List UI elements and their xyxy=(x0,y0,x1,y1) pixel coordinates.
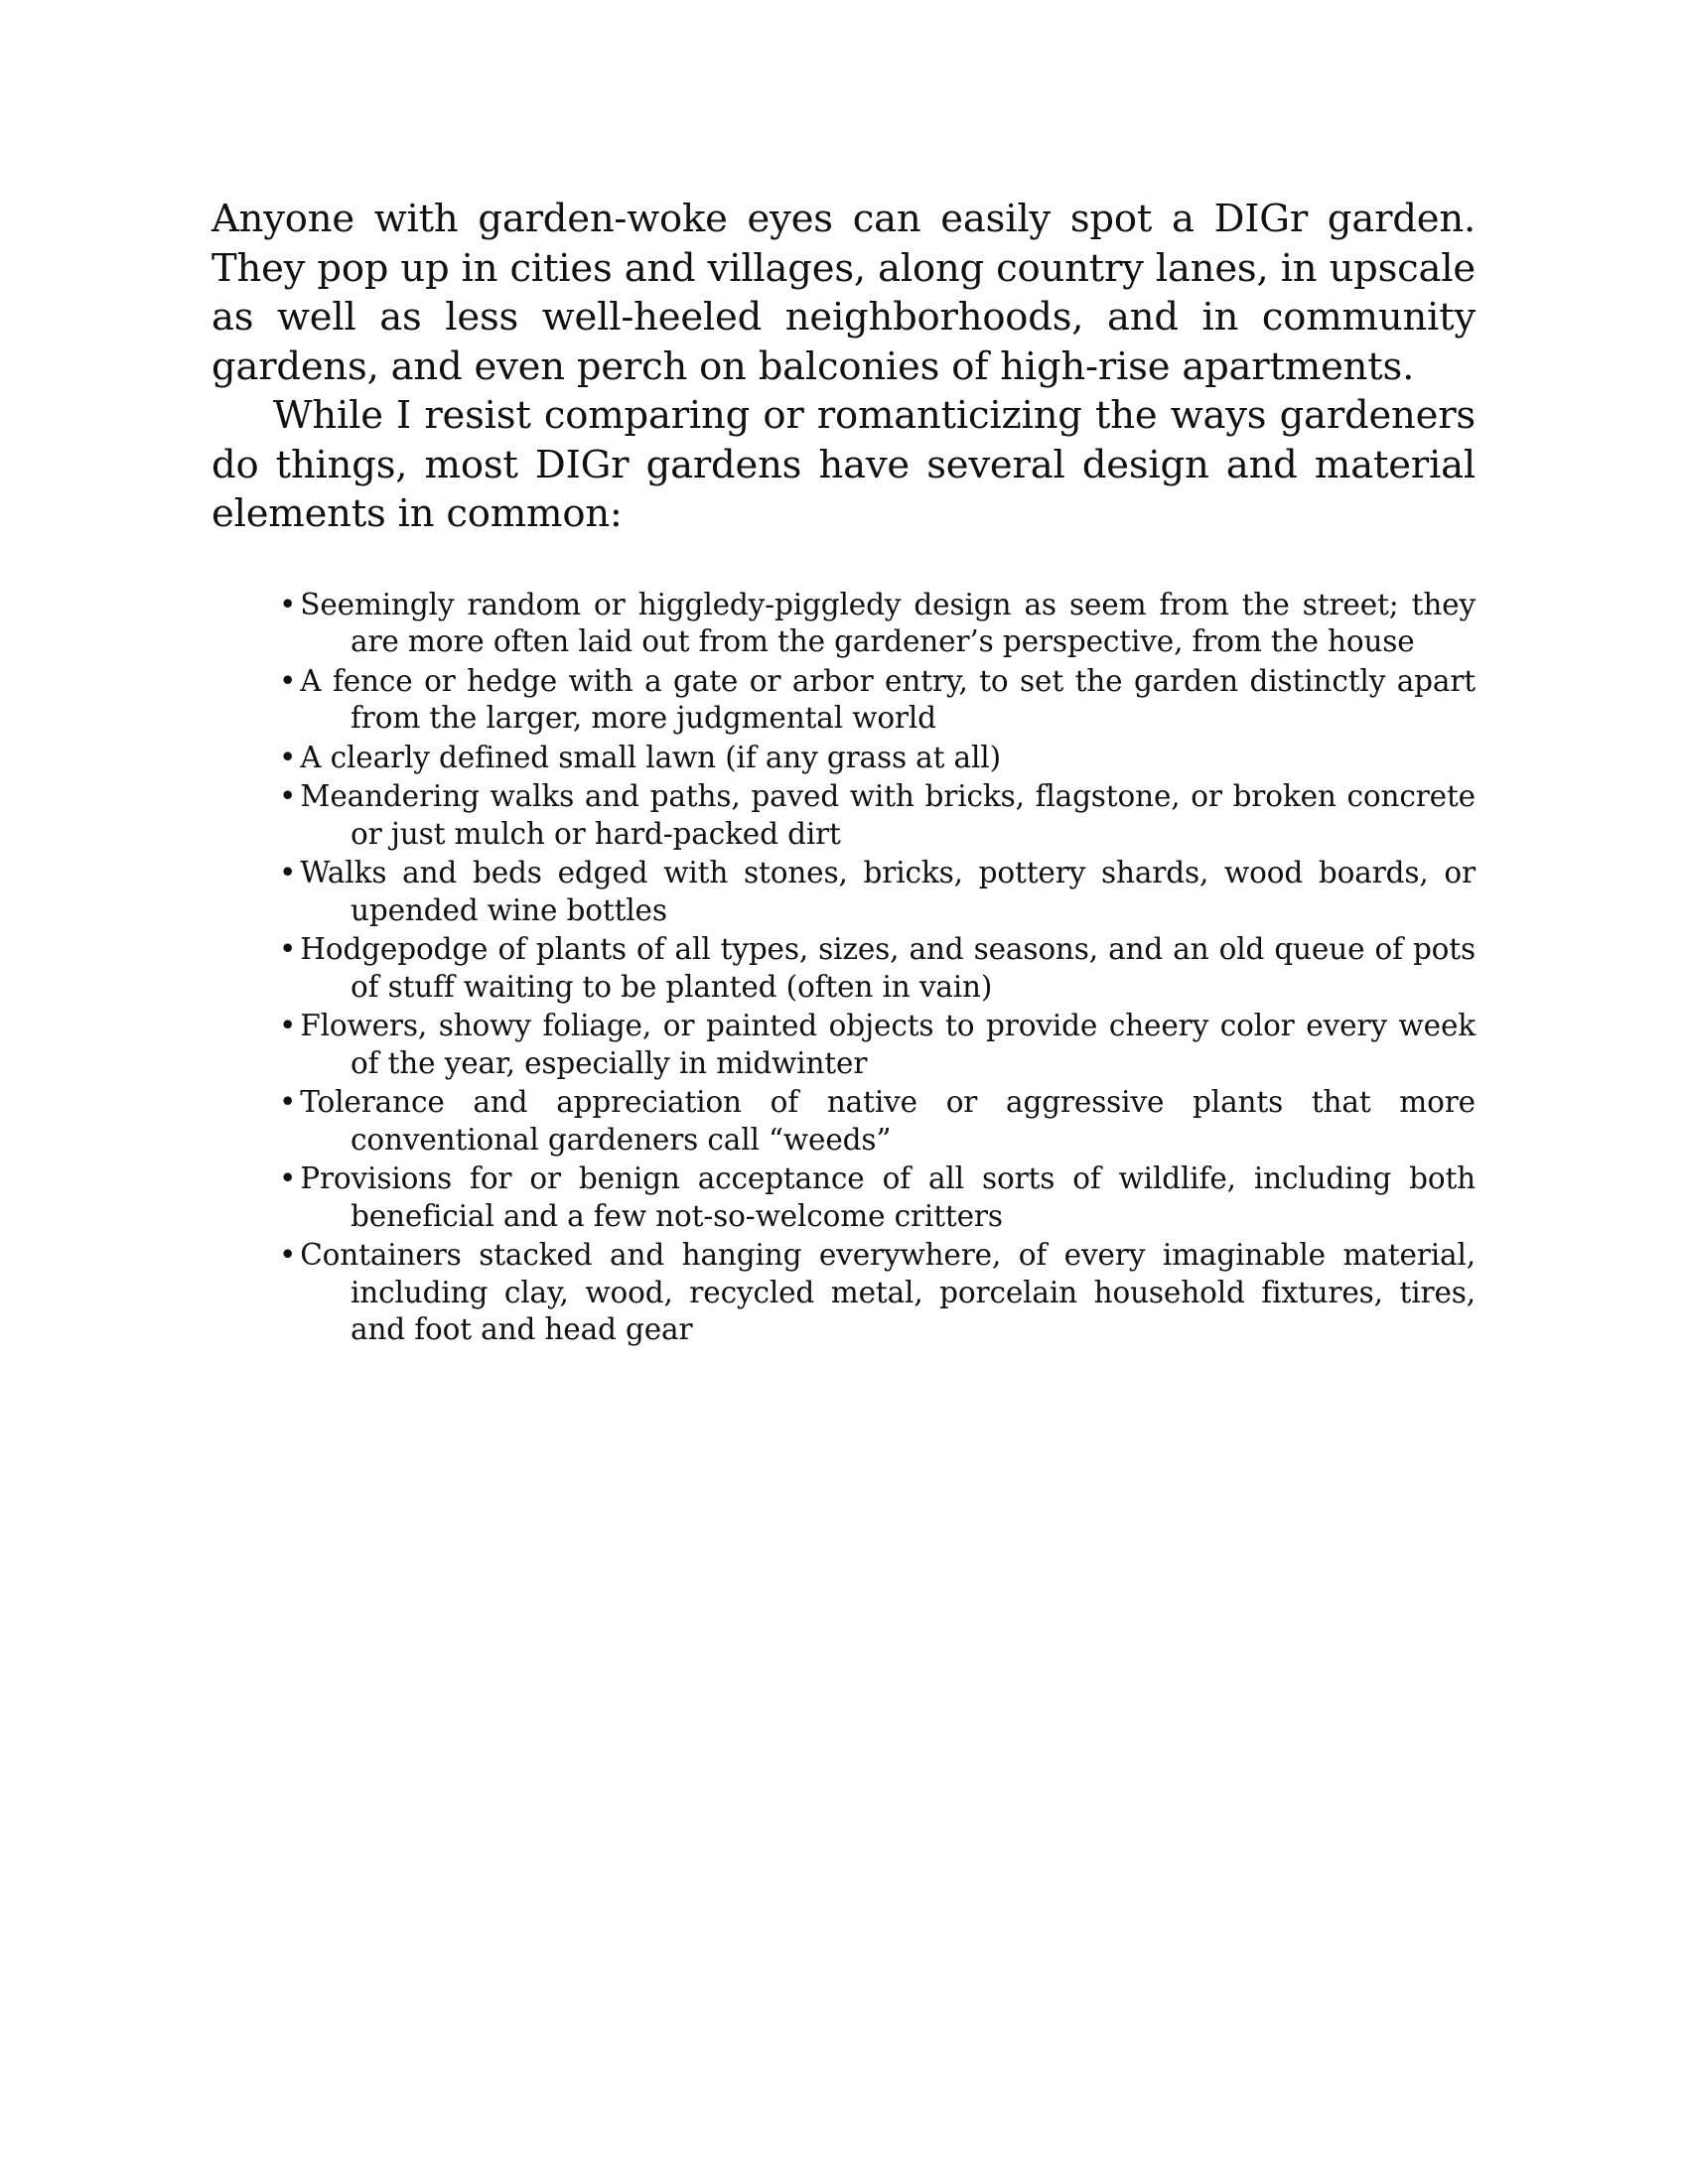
bullet-icon: • xyxy=(279,779,297,813)
bullet-icon: • xyxy=(279,1085,297,1119)
list-item-text: Seemingly random or higgledy-piggledy design as seem from the street; they are more often laid out from the gardener’s perspective, from the house xyxy=(300,587,1476,658)
list-item xyxy=(279,1237,1476,1349)
list-item-text: Containers stacked and hanging everywhere, of every imaginable material, including clay, wood, recycled metal, porcelain household fixtures, tires, and foot and head gear xyxy=(300,1238,1476,1346)
second-paragraph: While I resist comparing or romanticizing the ways gardeners do things, most DIGr gardens have several design and material elements in common: xyxy=(211,393,1476,536)
bullet-icon: • xyxy=(279,1161,297,1195)
bullet-icon: • xyxy=(279,1238,297,1272)
list-item-text: Flowers, showy foliage, or painted objects to provide cheery color every week of the year, especially in midwinter xyxy=(300,1009,1476,1080)
bullet-icon: • xyxy=(279,663,297,698)
list-item xyxy=(279,931,1476,1006)
list-item xyxy=(279,778,1476,853)
page-body xyxy=(211,195,1476,1351)
list-item xyxy=(279,855,1476,929)
list-item xyxy=(279,1084,1476,1159)
bullet-icon: • xyxy=(279,587,297,621)
bullet-icon: • xyxy=(279,1009,297,1042)
bullet-icon: • xyxy=(279,740,297,774)
elements-list xyxy=(211,587,1476,1349)
bullet-icon: • xyxy=(279,856,297,889)
list-item-text: Hodgepodge of plants of all types, sizes, and seasons, and an old queue of pots of stuff waiting to be planted (often in vain) xyxy=(300,932,1476,1004)
bullet-icon: • xyxy=(279,932,297,966)
list-item xyxy=(279,740,1476,777)
list-item xyxy=(279,1008,1476,1082)
intro-paragraph: Anyone with garden-woke eyes can easily spot a DIGr garden. They pop up in cities and villages, along country lanes, in upscale as well as less well-heeled neighborhoods, and in community gardens, and even perch on balconies of high-rise apartments. xyxy=(211,197,1476,389)
list-item-text: A fence or hedge with a gate or arbor entry, to set the garden distinctly apart from the larger, more judgmental world xyxy=(300,663,1476,735)
list-item-text: Walks and beds edged with stones, bricks, pottery shards, wood boards, or upended wine bottles xyxy=(300,856,1476,927)
list-item-text: A clearly defined small lawn (if any grass at all) xyxy=(300,740,1001,774)
list-item-text: Provisions for or benign acceptance of all sorts of wildlife, including both beneficial and a few not-so-welcome critters xyxy=(300,1161,1476,1233)
list-item xyxy=(279,663,1476,738)
list-item-text: Meandering walks and paths, paved with bricks, flagstone, or broken concrete or just mulch or hard-packed dirt xyxy=(300,779,1476,851)
list-item-text: Tolerance and appreciation of native or aggressive plants that more conventional gardeners call “weeds” xyxy=(300,1085,1476,1157)
list-item xyxy=(279,587,1476,661)
list-item xyxy=(279,1160,1476,1235)
